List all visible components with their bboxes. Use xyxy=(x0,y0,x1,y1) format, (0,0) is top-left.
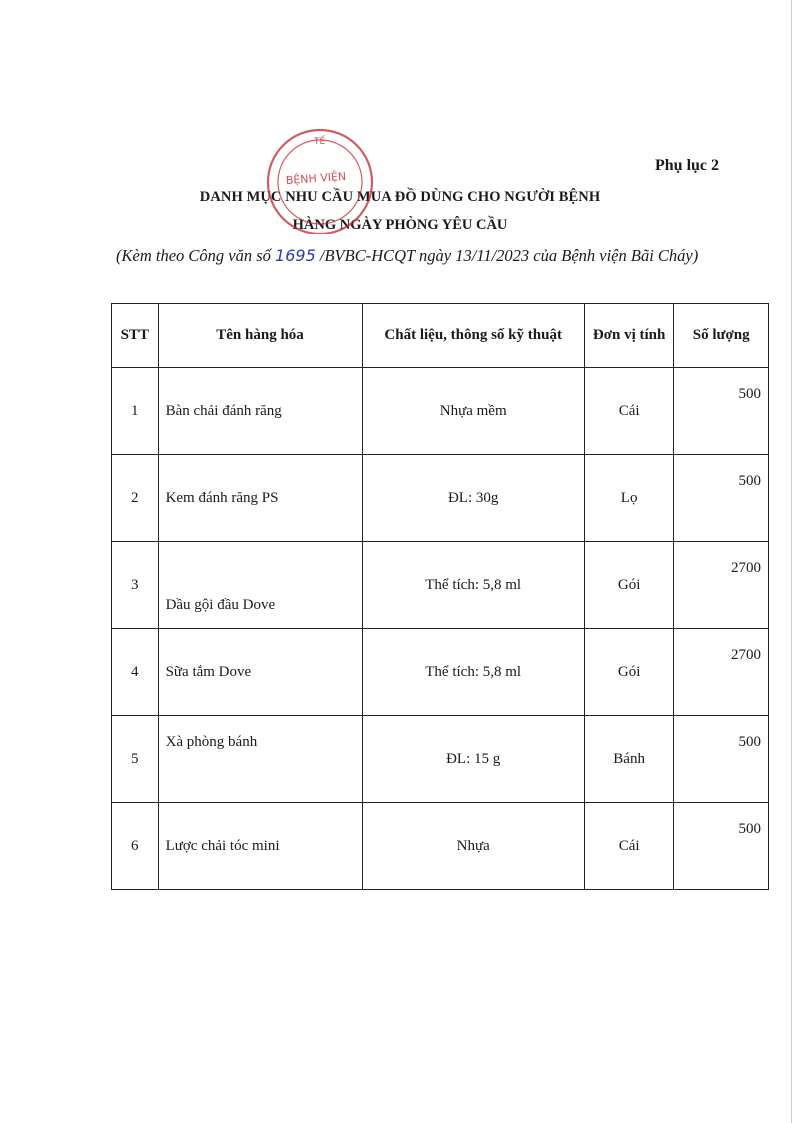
cell-name: Bàn chải đánh răng xyxy=(158,368,362,455)
stamp-text-top: TẾ xyxy=(314,137,326,147)
cell-stt: 5 xyxy=(112,716,159,803)
cell-unit: Gói xyxy=(584,629,674,716)
cell-spec: Thể tích: 5,8 ml xyxy=(362,542,584,629)
header-name: Tên hàng hóa xyxy=(158,304,362,368)
cell-qty: 2700 xyxy=(674,629,769,716)
document-number: 1695 xyxy=(275,246,316,265)
reference-line xyxy=(116,240,746,271)
cell-name: Kem đánh răng PS xyxy=(158,455,362,542)
table-header-row xyxy=(112,304,769,368)
table-row xyxy=(112,542,769,629)
cell-spec: Thể tích: 5,8 ml xyxy=(362,629,584,716)
cell-stt: 4 xyxy=(112,629,159,716)
stamp-text-middle: BỆNH VIỆN xyxy=(285,169,347,188)
cell-name: Lược chải tóc mini xyxy=(158,803,362,890)
document-title-line-1: DANH MỤC NHU CẦU MUA ĐỒ DÙNG CHO NGƯỜI BỆNH xyxy=(199,189,601,205)
cell-spec: Nhựa mềm xyxy=(362,368,584,455)
table-row xyxy=(112,716,769,803)
cell-spec: ĐL: 15 g xyxy=(362,716,584,803)
header-qty: Số lượng xyxy=(674,304,769,368)
appendix-label: Phụ lục 2 xyxy=(655,157,720,174)
cell-unit: Gói xyxy=(584,542,674,629)
cell-spec: Nhựa xyxy=(362,803,584,890)
cell-qty: 500 xyxy=(674,368,769,455)
cell-qty: 2700 xyxy=(674,542,769,629)
cell-unit: Lọ xyxy=(584,455,674,542)
cell-stt: 6 xyxy=(112,803,159,890)
cell-qty: 500 xyxy=(674,716,769,803)
cell-qty: 500 xyxy=(674,803,769,890)
reference-prefix: (Kèm theo Công văn số xyxy=(116,246,276,265)
cell-stt: 1 xyxy=(112,368,159,455)
cell-unit: Cái xyxy=(584,803,674,890)
table-row xyxy=(112,368,769,455)
cell-qty: 500 xyxy=(674,455,769,542)
reference-suffix: /BVBC-HCQT ngày 13/11/2023 của Bệnh viện Bãi Cháy) xyxy=(315,246,699,265)
cell-stt: 3 xyxy=(112,542,159,629)
goods-table xyxy=(111,303,769,890)
cell-name: Xà phòng bánh xyxy=(158,716,362,803)
cell-stt: 2 xyxy=(112,455,159,542)
cell-name: Dầu gội đầu Dove xyxy=(158,542,362,629)
header-stt: STT xyxy=(112,304,159,368)
document-title-line-2: HÀNG NGÀY PHÒNG YÊU CẦU xyxy=(292,217,508,233)
cell-spec: ĐL: 30g xyxy=(362,455,584,542)
cell-unit: Cái xyxy=(584,368,674,455)
cell-unit: Bánh xyxy=(584,716,674,803)
page-edge-line xyxy=(791,0,792,1123)
table-row xyxy=(112,455,769,542)
table-row xyxy=(112,803,769,890)
header-spec: Chất liệu, thông số kỹ thuật xyxy=(362,304,584,368)
cell-name: Sữa tắm Dove xyxy=(158,629,362,716)
header-unit: Đơn vị tính xyxy=(584,304,674,368)
table-row xyxy=(112,629,769,716)
